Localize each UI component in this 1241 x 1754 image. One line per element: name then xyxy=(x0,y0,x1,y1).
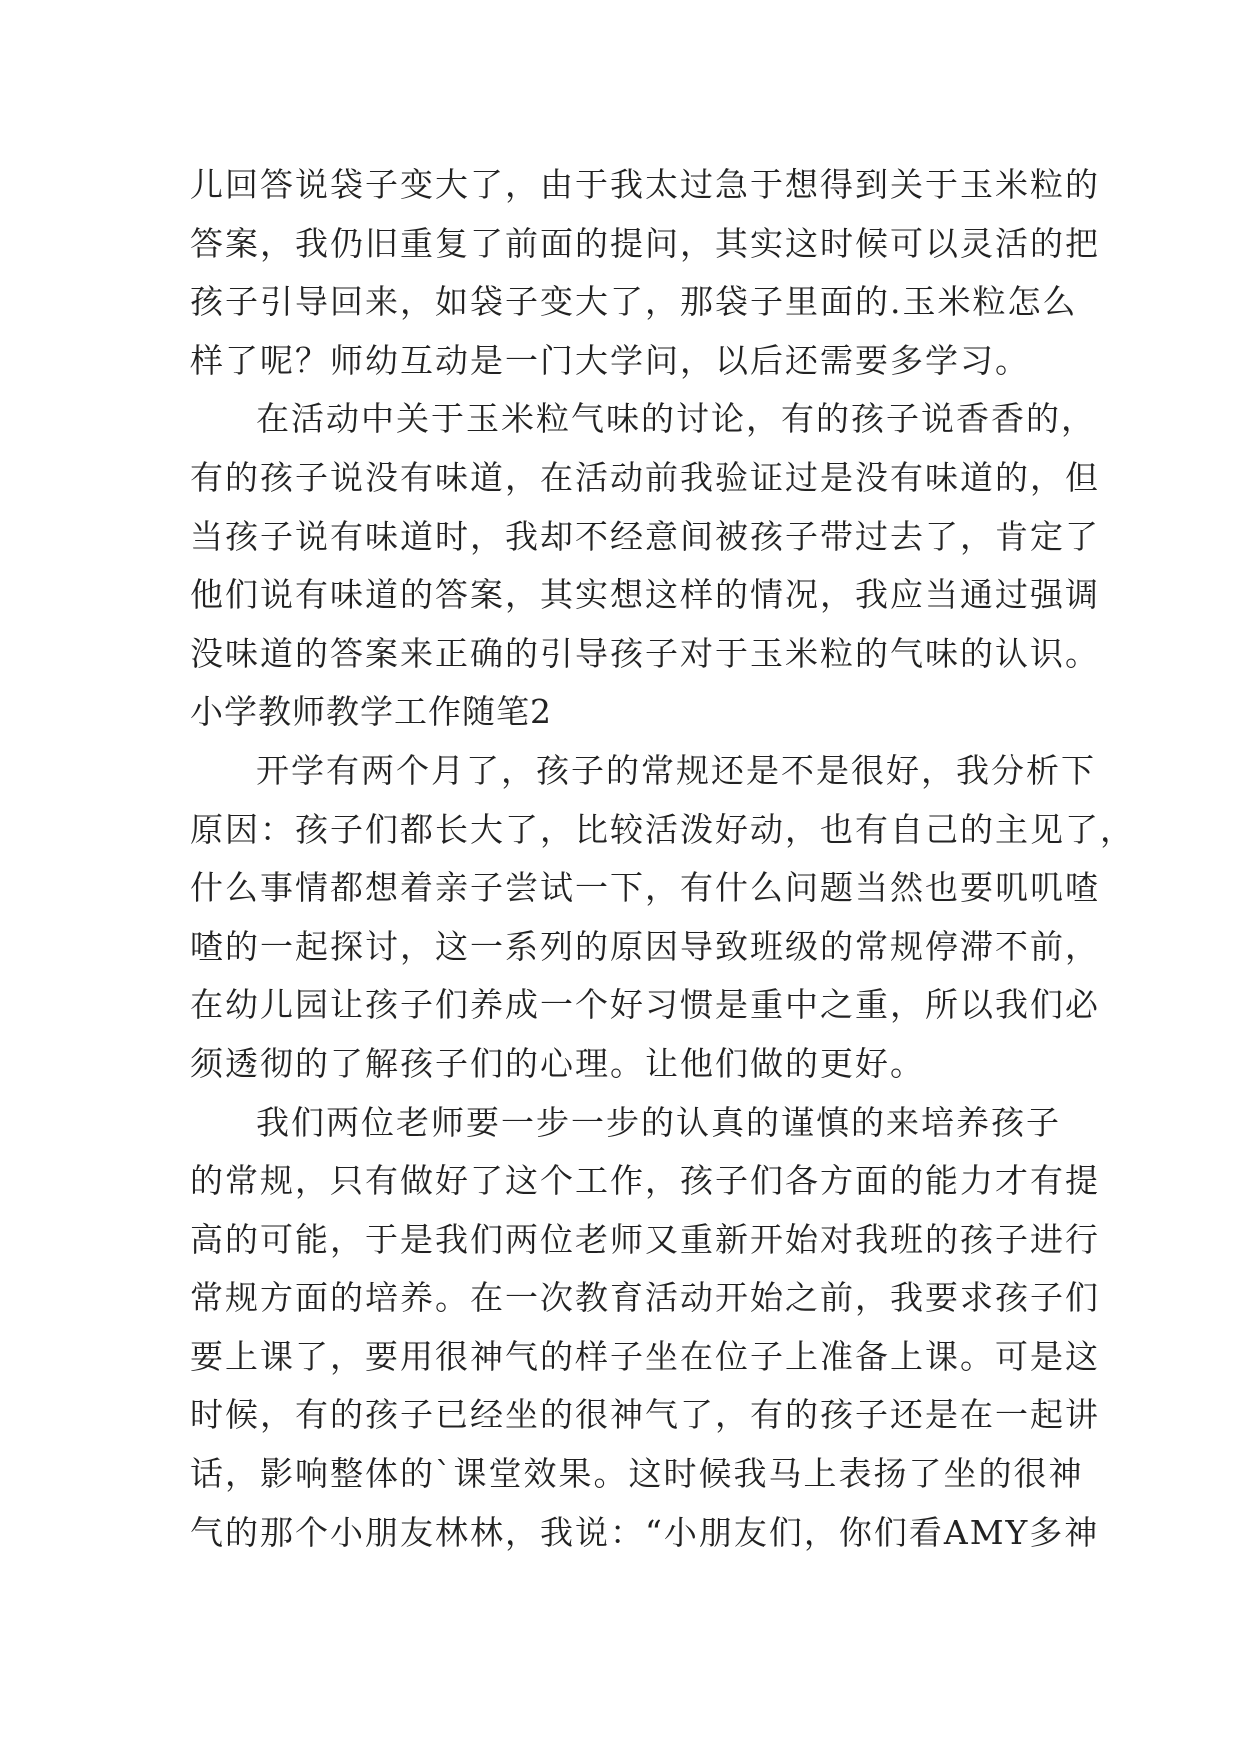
document-body xyxy=(190,156,1135,1562)
text-line: 有的孩子说没有味道，在活动前我验证过是没有味道的，但 xyxy=(190,457,1100,497)
text-line: 样了呢？师幼互动是一门大学问，以后还需要多学习。 xyxy=(190,340,1030,380)
text-line: 喳的一起探讨，这一系列的原因导致班级的常规停滞不前， xyxy=(190,926,1100,966)
text-line: 儿回答说袋子变大了，由于我太过急于想得到关于玉米粒的 xyxy=(190,165,1100,204)
text-line: 要上课了，要用很神气的样子坐在位子上准备上课。可是这 xyxy=(190,1336,1100,1376)
text-line: 在幼儿园让孩子们养成一个好习惯是重中之重，所以我们必 xyxy=(190,985,1100,1025)
text-line: 原因：孩子们都长大了，比较活泼好动，也有自己的主见了， xyxy=(190,809,1135,849)
text-line: 须透彻的了解孩子们的心理。让他们做的更好。 xyxy=(190,1043,925,1083)
paragraph-start-line: 在活动中关于玉米粒气味的讨论，有的孩子说香香的， xyxy=(256,399,1096,439)
text-line: 时候，有的孩子已经坐的很神气了，有的孩子还是在一起讲 xyxy=(190,1395,1100,1435)
text-line: 答案，我仍旧重复了前面的提问，其实这时候可以灵活的把 xyxy=(190,223,1100,263)
text-line: 高的可能，于是我们两位老师又重新开始对我班的孩子进行 xyxy=(190,1219,1100,1259)
section-heading: 小学教师教学工作随笔2 xyxy=(190,692,552,732)
text-line: 孩子引导回来，如袋子变大了，那袋子里面的.玉米粒怎么 xyxy=(190,282,1078,322)
text-line: 的常规，只有做好了这个工作，孩子们各方面的能力才有提 xyxy=(190,1161,1100,1201)
text-line: 常规方面的培养。在一次教育活动开始之前，我要求孩子们 xyxy=(190,1278,1100,1318)
paragraph-start-line: 我们两位老师要一步一步的认真的谨慎的来培养孩子 xyxy=(256,1102,1061,1142)
text-line: 气的那个小朋友林林，我说：“小朋友们，你们看AMY多神 xyxy=(190,1512,1100,1552)
text-line: 他们说有味道的答案，其实想这样的情况，我应当通过强调 xyxy=(190,575,1100,615)
text-line: 话，影响整体的`课堂效果。这时候我马上表扬了坐的很神 xyxy=(190,1454,1084,1494)
text-line: 没味道的答案来正确的引导孩子对于玉米粒的气味的认识。 xyxy=(190,633,1100,673)
text-line: 当孩子说有味道时，我却不经意间被孩子带过去了，肯定了 xyxy=(190,516,1100,556)
paragraph-start-line: 开学有两个月了，孩子的常规还是不是很好，我分析下 xyxy=(256,750,1096,790)
text-line: 什么事情都想着亲子尝试一下，有什么问题当然也要叽叽喳 xyxy=(190,868,1100,908)
